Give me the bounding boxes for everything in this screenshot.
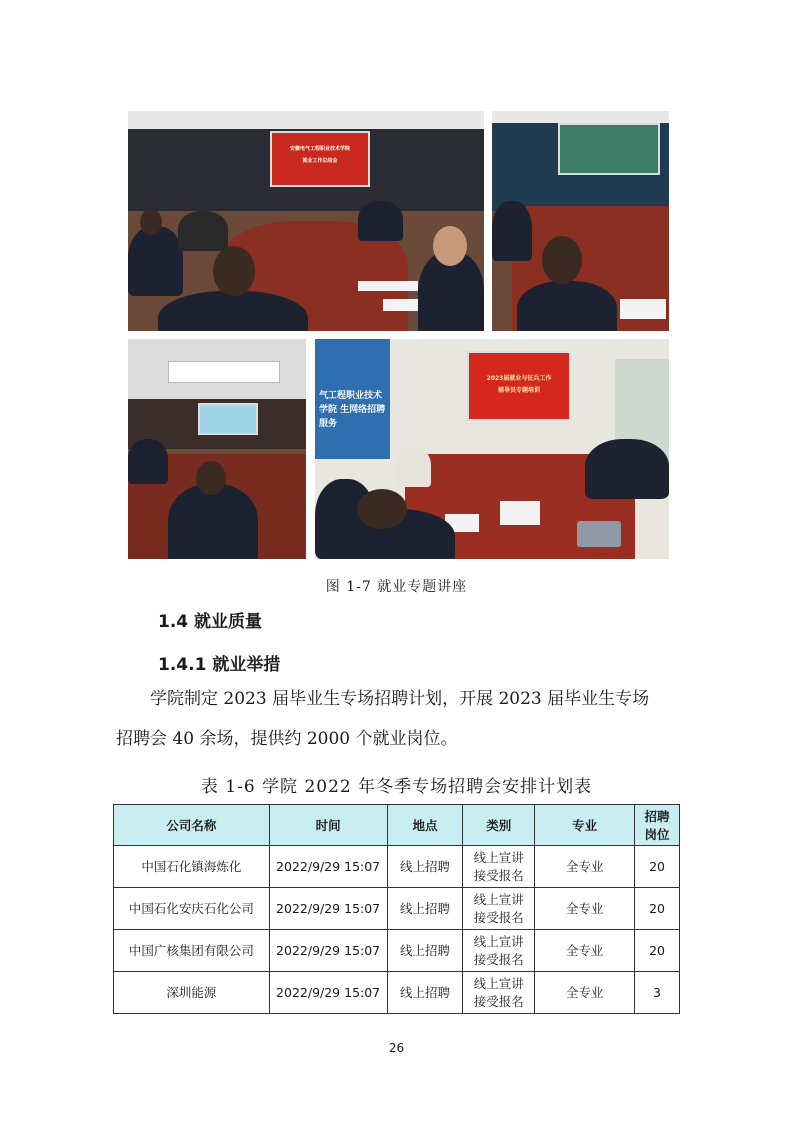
section-heading-1-4: 1.4 就业质量: [158, 612, 263, 632]
meeting-photo-2: [492, 111, 669, 331]
header-company: 公司名称: [114, 805, 270, 846]
screen-title: 安徽电气工程职业技术学院: [289, 146, 350, 152]
cell-type: 线上宣讲 接受报名: [463, 846, 535, 888]
table-header-row: [114, 805, 680, 846]
cell-major: 全专业: [535, 888, 635, 930]
header-place: 地点: [387, 805, 463, 846]
cell-place: 线上招聘: [387, 846, 463, 888]
cell-company: 中国石化镇海炼化: [114, 846, 270, 888]
cell-type: 线上宣讲 接受报名: [463, 888, 535, 930]
recruitment-schedule-table: [113, 804, 680, 1014]
cell-count: 3: [635, 972, 680, 1014]
page-number: 26: [388, 1041, 405, 1055]
header-time: 时间: [269, 805, 387, 846]
cell-time: 2022/9/29 15:07: [269, 888, 387, 930]
cell-count: 20: [635, 888, 680, 930]
screen-subtitle: 辅导员专题培训: [497, 387, 540, 394]
cell-time: 2022/9/29 15:07: [269, 930, 387, 972]
section-heading-1-4-1: 1.4.1 就业举措: [158, 655, 281, 675]
meeting-photo-1: [128, 111, 484, 331]
cell-count: 20: [635, 930, 680, 972]
screen-subtitle: 就业工作总结会: [302, 158, 338, 164]
paragraph-line-2: 招聘会 40 余场，提供约 2000 个就业岗位。: [116, 729, 458, 749]
cell-major: 全专业: [535, 846, 635, 888]
cell-place: 线上招聘: [387, 930, 463, 972]
cell-time: 2022/9/29 15:07: [269, 846, 387, 888]
meeting-photo-4: [315, 339, 669, 559]
cell-major: 全专业: [535, 972, 635, 1014]
paragraph-line-1: 学院制定 2023 届毕业生专场招聘计划，开展 2023 届毕业生专场: [150, 689, 650, 709]
table-row: [114, 888, 680, 930]
figure-caption: 图 1-7 就业专题讲座: [325, 579, 468, 595]
cell-company: 中国石化安庆石化公司: [114, 888, 270, 930]
table-row: [114, 930, 680, 972]
cell-type: 线上宣讲 接受报名: [463, 930, 535, 972]
cell-major: 全专业: [535, 930, 635, 972]
header-major: 专业: [535, 805, 635, 846]
cell-company: 深圳能源: [114, 972, 270, 1014]
cell-time: 2022/9/29 15:07: [269, 972, 387, 1014]
screen-title: 2023届就业与征兵工作: [486, 375, 552, 382]
header-type: 类别: [463, 805, 535, 846]
wall-banner: 气工程职业技术学院 生网络招聘服务: [319, 391, 386, 429]
cell-count: 20: [635, 846, 680, 888]
cell-type: 线上宣讲 接受报名: [463, 972, 535, 1014]
cell-place: 线上招聘: [387, 972, 463, 1014]
meeting-photo-3: [128, 339, 306, 559]
table-row: [114, 846, 680, 888]
header-positions: 招聘 岗位: [635, 805, 680, 846]
cell-place: 线上招聘: [387, 888, 463, 930]
cell-company: 中国广核集团有限公司: [114, 930, 270, 972]
table-row: [114, 972, 680, 1014]
table-caption: 表 1-6 学院 2022 年冬季专场招聘会安排计划表: [200, 777, 593, 797]
